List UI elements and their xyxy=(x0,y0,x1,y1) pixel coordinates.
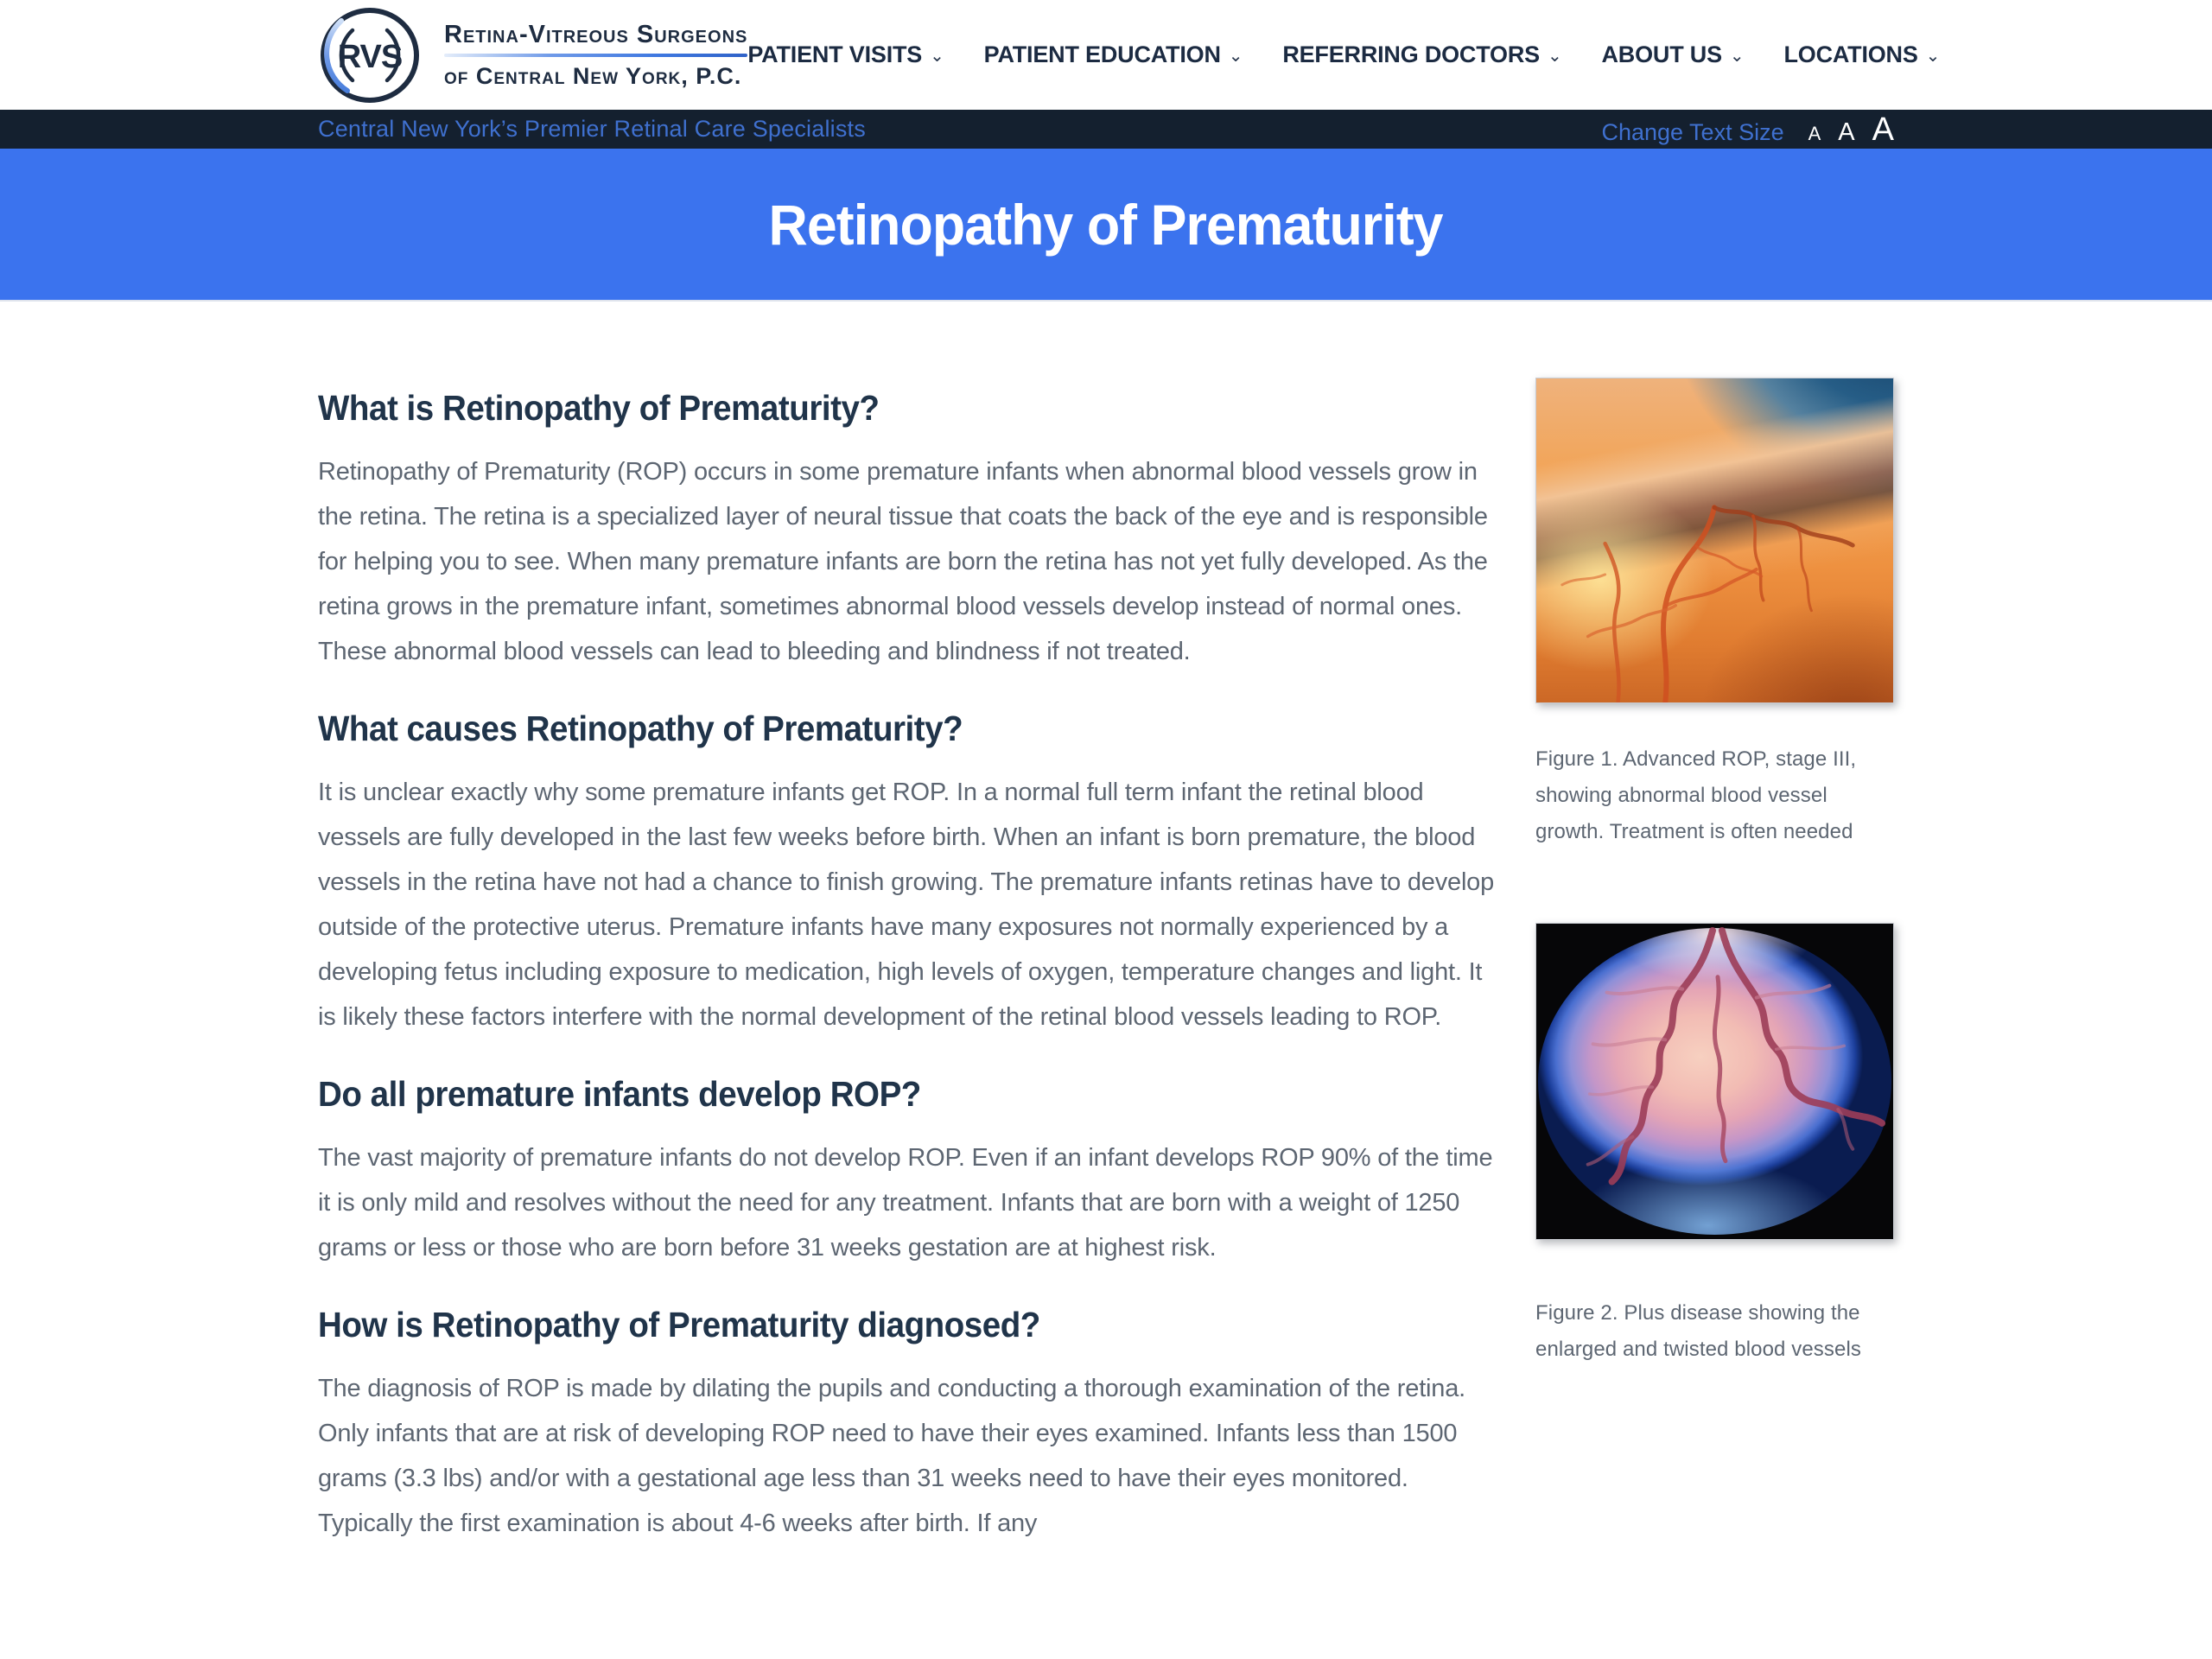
section-paragraph-what-is: Retinopathy of Prematurity (ROP) occurs in some premature infants when abnormal blood vessels grow in the retina. The retina is a specialized layer of neural tissue that coats the back of the eye and is responsible for helping you to see. When many premature infants are born the retina has not yet fully developed. As the retina grows in the premature infant, sometimes abnormal blood vessels develop instead of normal ones. These abnormal blood vessels can lead to bleeding and blindness if not treated. xyxy=(318,458,1488,665)
main-nav xyxy=(747,41,1940,68)
section-paragraph-do-all-develop: The vast majority of premature infants do not develop ROP. Even if an infant develops ROP 90% of the time it is only mild and resolves without the need for any treatment. Infants that are born with a weight of 1250 grams or less or those who are born before 31 weeks gestation are at highest risk. xyxy=(318,1144,1493,1262)
main-content xyxy=(318,302,1894,1580)
nav-label: LOCATIONS xyxy=(1783,41,1918,67)
nav-label: ABOUT US xyxy=(1601,41,1722,67)
plus-disease-vessels-art xyxy=(1536,924,1893,1239)
text-size-small-button[interactable]: A xyxy=(1808,122,1821,144)
section-paragraph-diagnosed: The diagnosis of ROP is made by dilating the pupils and conducting a thorough examination of the retina. Only infants that are at risk of developing ROP need to have their eyes examined. Infants less than 1500 grams (3.3 lbs) and/or with a gestational age less than 31 weeks need to have their eyes monitored. Typically the first examination is about 4-6 weeks after birth. If any xyxy=(318,1375,1466,1537)
nav-label: REFERRING DOCTORS xyxy=(1282,41,1540,67)
logo-line2: of Central New York, P.C. xyxy=(444,62,742,89)
nav-item-patient-education[interactable] xyxy=(984,41,1243,68)
page-title: Retinopathy of Prematurity xyxy=(768,192,1444,257)
text-size-controls xyxy=(1601,113,1894,146)
figure-2-image xyxy=(1535,923,1894,1240)
site-logo[interactable] xyxy=(318,6,747,105)
nav-item-patient-visits[interactable] xyxy=(747,41,944,68)
chevron-down-icon: ⌄ xyxy=(930,46,944,66)
nav-item-about-us[interactable] xyxy=(1602,41,1745,68)
text-size-medium-button[interactable]: A xyxy=(1838,118,1855,146)
chevron-down-icon: ⌄ xyxy=(1729,46,1745,66)
tagline: Central New York’s Premier Retinal Care Specialists xyxy=(318,116,866,142)
rvs-logo-icon xyxy=(318,6,422,105)
nav-label: PATIENT VISITS xyxy=(747,41,923,67)
section-heading-diagnosed: How is Retinopathy of Prematurity diagnosed? xyxy=(318,1305,1040,1344)
nav-item-referring-doctors[interactable] xyxy=(1282,41,1561,68)
section-heading-causes: What causes Retinopathy of Prematurity? xyxy=(318,709,963,748)
section-heading-what-is: What is Retinopathy of Prematurity? xyxy=(318,388,880,428)
figure-1-image xyxy=(1535,378,1894,703)
change-text-size-label: Change Text Size xyxy=(1601,118,1784,145)
hero-banner xyxy=(0,149,2212,302)
text-size-large-button[interactable]: A xyxy=(1872,111,1894,148)
nav-item-locations[interactable] xyxy=(1783,41,1940,68)
utility-bar xyxy=(0,110,2212,149)
site-header xyxy=(0,0,2212,110)
figure-2 xyxy=(1535,923,1894,1368)
chevron-down-icon: ⌄ xyxy=(1925,46,1941,66)
logo-monogram: RVS xyxy=(337,38,403,75)
figure-2-caption: Figure 2. Plus disease showing the enlarged and twisted blood vessels xyxy=(1535,1301,1861,1361)
figure-1-caption: Figure 1. Advanced ROP, stage III, showing abnormal blood vessel growth. Treatment is often needed xyxy=(1535,747,1857,843)
chevron-down-icon: ⌄ xyxy=(1547,46,1562,66)
logo-divider xyxy=(444,54,747,57)
retina-vessels-art xyxy=(1536,378,1893,702)
figure-1 xyxy=(1535,378,1894,850)
article xyxy=(318,388,1502,1580)
section-paragraph-causes: It is unclear exactly why some premature infants get ROP. In a normal full term infant the retinal blood vessels are fully developed in the last few weeks before birth. When an infant is born premature, the blood vessels in the retina have not had a chance to finish growing. The premature infants retinas have to develop outside of the protective uterus. Premature infants have many exposures not normally experienced by a developing fetus including exposure to medication, high levels of oxygen, temperature changes and light. It is likely these factors interfere with the normal development of the retinal blood vessels leading to ROP. xyxy=(318,779,1495,1031)
figure-sidebar xyxy=(1535,378,1894,1580)
section-heading-do-all-develop: Do all premature infants develop ROP? xyxy=(318,1074,921,1114)
logo-wordmark xyxy=(444,21,747,90)
chevron-down-icon: ⌄ xyxy=(1228,46,1243,66)
nav-label: PATIENT EDUCATION xyxy=(983,41,1221,67)
logo-line1: Retina-Vitreous Surgeons xyxy=(444,20,748,48)
